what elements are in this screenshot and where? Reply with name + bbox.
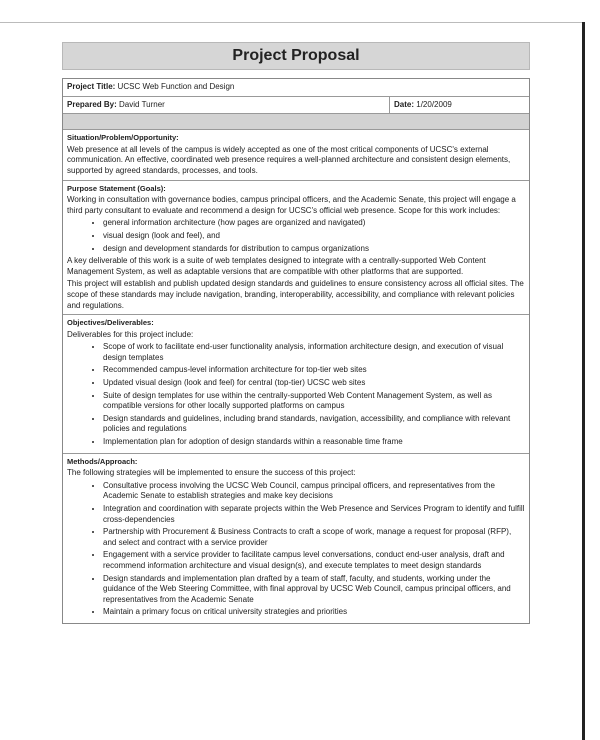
situation-section [63, 130, 529, 180]
prepared-by-label: Prepared By: [67, 99, 117, 109]
methods-heading: Methods/Approach: [67, 456, 138, 466]
objectives-section [63, 315, 529, 454]
list-item: • Updated visual design (look and feel) for central (top-tier) UCSC web sites [103, 378, 525, 389]
list-item: • Partnership with Procurement & Business Contracts to craft a scope of work, manage a request for proposal (RFP), and select and contract with a service provider [103, 527, 525, 548]
project-title-row [63, 79, 529, 97]
purpose-heading: Purpose Statement (Goals): [67, 183, 166, 193]
page-title: Project Proposal [62, 42, 530, 70]
list-item: • Design standards and guidelines, including brand standards, navigation, accessibility, and compliance with relevant policies and regulations [103, 414, 525, 435]
list-item: • Integration and coordination with separate projects within the Web Presence and Services Program to identify and fulfill cross-dependencies [103, 504, 525, 525]
list-item: • visual design (look and feel), and [103, 231, 525, 242]
objectives-list [81, 342, 525, 447]
page-top-edge [0, 22, 585, 23]
shaded-divider-row [63, 114, 529, 130]
methods-section [63, 454, 529, 623]
list-item: • Consultative process involving the UCSC Web Council, campus principal officers, and representatives from the Academic Senate to establish strategies and make key decisions [103, 481, 525, 502]
list-item: • general information architecture (how pages are organized and navigated) [103, 218, 525, 229]
list-item: • Design standards and implementation plan drafted by a team of staff, faculty, and students, working under the guidance of the Web Steering Committee, with final approval by UCSC Web Council, campus principal officers, and representatives from the Academic Senate [103, 574, 525, 606]
purpose-paragraph-3: This project will establish and publish updated design standards and guidelines to ensure consistency across all official sites. The scope of these standards may include navigation, branding, interoperability, accessibility, and compliance with relevant policies and regulations. [67, 279, 524, 310]
date-value: 1/20/2009 [416, 99, 452, 109]
prepared-by-cell [63, 97, 390, 114]
prepared-date-row [63, 97, 529, 115]
page-right-edge [582, 22, 585, 740]
list-item: • Recommended campus-level information architecture for top-tier web sites [103, 365, 525, 376]
project-title-label: Project Title: [67, 82, 116, 91]
list-item: • Suite of design templates for use within the centrally-supported Web Content Management System, as well as compatible versions for other locally supported platforms on campus [103, 391, 525, 412]
purpose-list [81, 218, 525, 254]
objectives-heading: Objectives/Deliverables: [67, 318, 154, 328]
prepared-by-value: David Turner [119, 99, 165, 109]
purpose-section [63, 181, 529, 316]
situation-heading: Situation/Problem/Opportunity: [67, 133, 179, 143]
methods-intro: The following strategies will be implemented to ensure the success of this project: [67, 468, 356, 478]
list-item: • Maintain a primary focus on critical university strategies and priorities [103, 607, 525, 618]
list-item: • Engagement with a service provider to facilitate campus level conversations, conduct end-user analysis, draft and recommend information architecture and visual design(s), and execute templates to meet design standards [103, 550, 525, 571]
proposal-document [62, 42, 530, 624]
list-item: • Implementation plan for adoption of design standards within a reasonable time frame [103, 437, 525, 448]
methods-list [81, 481, 525, 618]
situation-text: Web presence at all levels of the campus is widely accepted as one of the most critical components of UCSC's external communication. An effective, coordinated web presence requires a well-planned architecture and consistent design elements, supported by agreed standards, processes, and tools. [67, 144, 511, 175]
purpose-paragraph-2: A key deliverable of this work is a suite of web templates designed to integrate with a centrally-supported Web Content Management System, as well as adaptable versions that are compatible with other platforms that are supported. [67, 256, 486, 276]
list-item: • Scope of work to facilitate end-user functionality analysis, information architecture design, and execution of visual design templates [103, 342, 525, 363]
list-item: • design and development standards for distribution to campus organizations [103, 244, 525, 255]
objectives-intro: Deliverables for this project include: [67, 329, 194, 339]
date-label: Date: [394, 99, 415, 109]
date-cell [390, 97, 529, 114]
purpose-intro: Working in consultation with governance bodies, campus principal officers, and the Academic Senate, this project will engage a third party consultant to evaluate and recommend a design for UCSC's official web presence. Scope for this work includes: [67, 195, 516, 215]
proposal-table [62, 78, 530, 624]
project-title-value: UCSC Web Function and Design [117, 82, 235, 91]
